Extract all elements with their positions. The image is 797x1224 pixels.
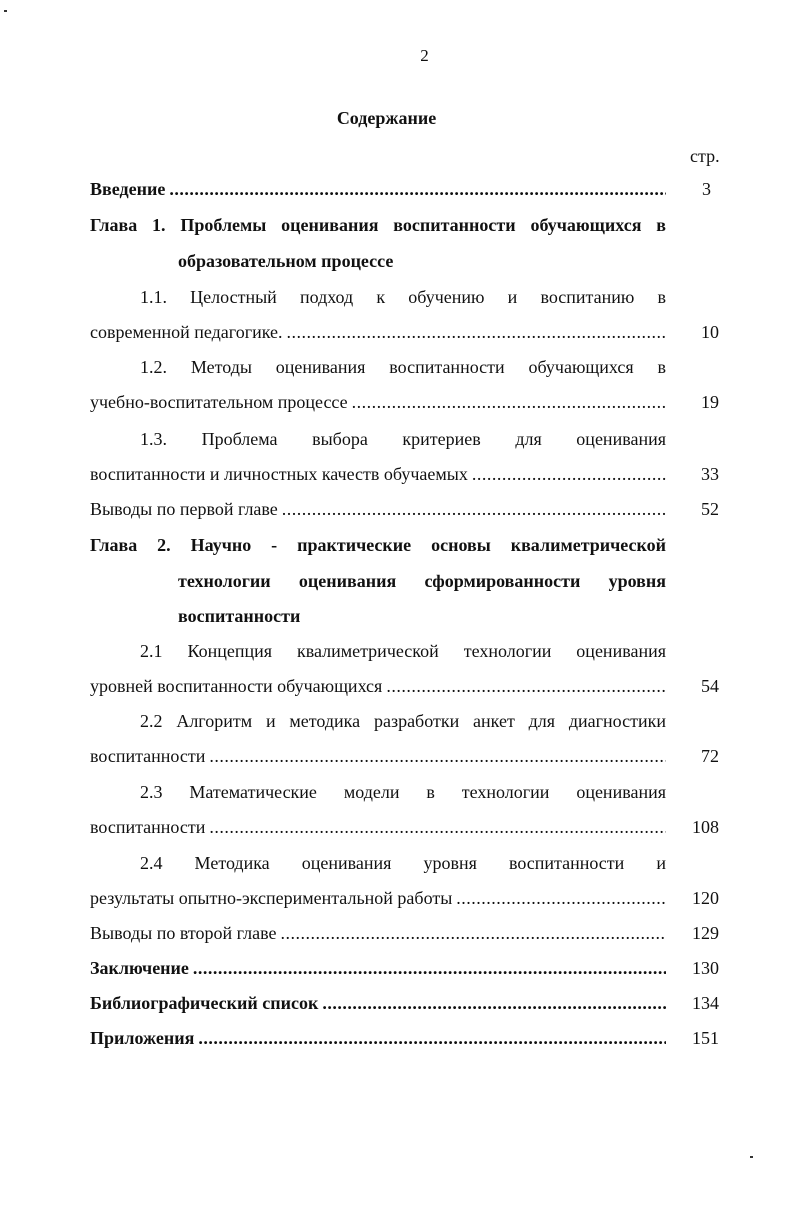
toc-entry-label: современной педагогике. xyxy=(90,322,283,342)
toc-chapter-2-title-cont: технологии оценивания сформированности уровня xyxy=(178,571,666,591)
toc-entry-appendices xyxy=(90,1026,666,1050)
toc-entry-label: воспитанности и личностных качеств обучаемых xyxy=(90,464,468,484)
toc-section-2-2: 2.2 Алгоритм и методика разработки анкет для диагностики xyxy=(140,711,666,731)
toc-entry-2-4 xyxy=(90,886,666,910)
dot-leader xyxy=(322,991,666,1015)
toc-entry-2-3 xyxy=(90,815,666,839)
dot-leader xyxy=(193,956,666,980)
toc-section-2-3: 2.3 Математические модели в технологии оценивания xyxy=(140,782,666,802)
page-column-label: стр. xyxy=(690,146,720,166)
scan-mark xyxy=(4,10,7,12)
toc-chapter-1-title: Глава 1. Проблемы оценивания воспитанности обучающихся в xyxy=(90,215,666,235)
toc-entry-2-1 xyxy=(90,674,666,698)
toc-page-number: 134 xyxy=(692,993,719,1013)
toc-section-1-1: 1.1. Целостный подход к обучению и воспитанию в xyxy=(140,287,666,307)
toc-entry-label: Выводы по первой главе xyxy=(90,499,278,519)
dot-leader xyxy=(352,390,666,414)
dot-leader xyxy=(456,886,666,910)
toc-page-number: 108 xyxy=(692,817,719,837)
dot-leader xyxy=(169,177,666,201)
toc-entry-label: результаты опытно-экспериментальной работы xyxy=(90,888,453,908)
toc-section-1-2: 1.2. Методы оценивания воспитанности обучающихся в xyxy=(140,357,666,377)
dot-leader xyxy=(280,921,666,945)
scan-mark xyxy=(750,1156,753,1158)
toc-entry-label: Приложения xyxy=(90,1028,195,1048)
toc-entry-2-2 xyxy=(90,744,666,768)
toc-page-number: 151 xyxy=(692,1028,719,1048)
toc-entry-label: Заключение xyxy=(90,958,189,978)
dot-leader xyxy=(287,320,666,344)
toc-entry-label: уровней воспитанности обучающихся xyxy=(90,676,383,696)
toc-page-number: 120 xyxy=(692,888,719,908)
toc-entry-intro xyxy=(90,177,666,201)
dot-leader xyxy=(198,1026,666,1050)
toc-entry-bibliography xyxy=(90,991,666,1015)
toc-chapter-1-title-cont: образовательном процессе xyxy=(178,251,394,271)
dot-leader xyxy=(209,744,666,768)
toc-entry-label: Библиографический список xyxy=(90,993,319,1013)
toc-entry-1-2 xyxy=(90,390,666,414)
toc-chapter-2-title-cont: воспитанности xyxy=(178,606,301,626)
dot-leader xyxy=(386,674,666,698)
toc-page-number: 52 xyxy=(701,499,719,519)
toc-page-number: 72 xyxy=(701,746,719,766)
dot-leader xyxy=(472,462,666,486)
page-title: Содержание xyxy=(336,108,437,128)
toc-entry-conclusions-2 xyxy=(90,921,666,945)
toc-page-number: 3 xyxy=(702,179,711,199)
toc-entry-label: воспитанности xyxy=(90,746,206,766)
toc-entry-1-1 xyxy=(90,320,666,344)
toc-chapter-2-title: Глава 2. Научно - практические основы квалиметрической xyxy=(90,535,666,555)
toc-entry-conclusion xyxy=(90,956,666,980)
toc-section-2-1: 2.1 Концепция квалиметрической технологии оценивания xyxy=(140,641,666,661)
toc-section-2-4: 2.4 Методика оценивания уровня воспитанности и xyxy=(140,853,666,873)
toc-section-1-3: 1.3. Проблема выбора критериев для оценивания xyxy=(140,429,666,449)
toc-page-number: 19 xyxy=(701,392,719,412)
toc-page-number: 129 xyxy=(692,923,719,943)
toc-entry-conclusions-1 xyxy=(90,497,666,521)
toc-page-number: 130 xyxy=(692,958,719,978)
toc-page-number: 54 xyxy=(701,676,719,696)
dot-leader xyxy=(209,815,666,839)
toc-entry-label: Введение xyxy=(90,179,166,199)
toc-entry-1-3 xyxy=(90,462,666,486)
toc-page-number: 33 xyxy=(701,464,719,484)
toc-entry-label: воспитанности xyxy=(90,817,206,837)
page-number: 2 xyxy=(420,46,429,65)
dot-leader xyxy=(282,497,666,521)
toc-page-number: 10 xyxy=(701,322,719,342)
toc-entry-label: учебно-воспитательном процессе xyxy=(90,392,348,412)
toc-entry-label: Выводы по второй главе xyxy=(90,923,277,943)
